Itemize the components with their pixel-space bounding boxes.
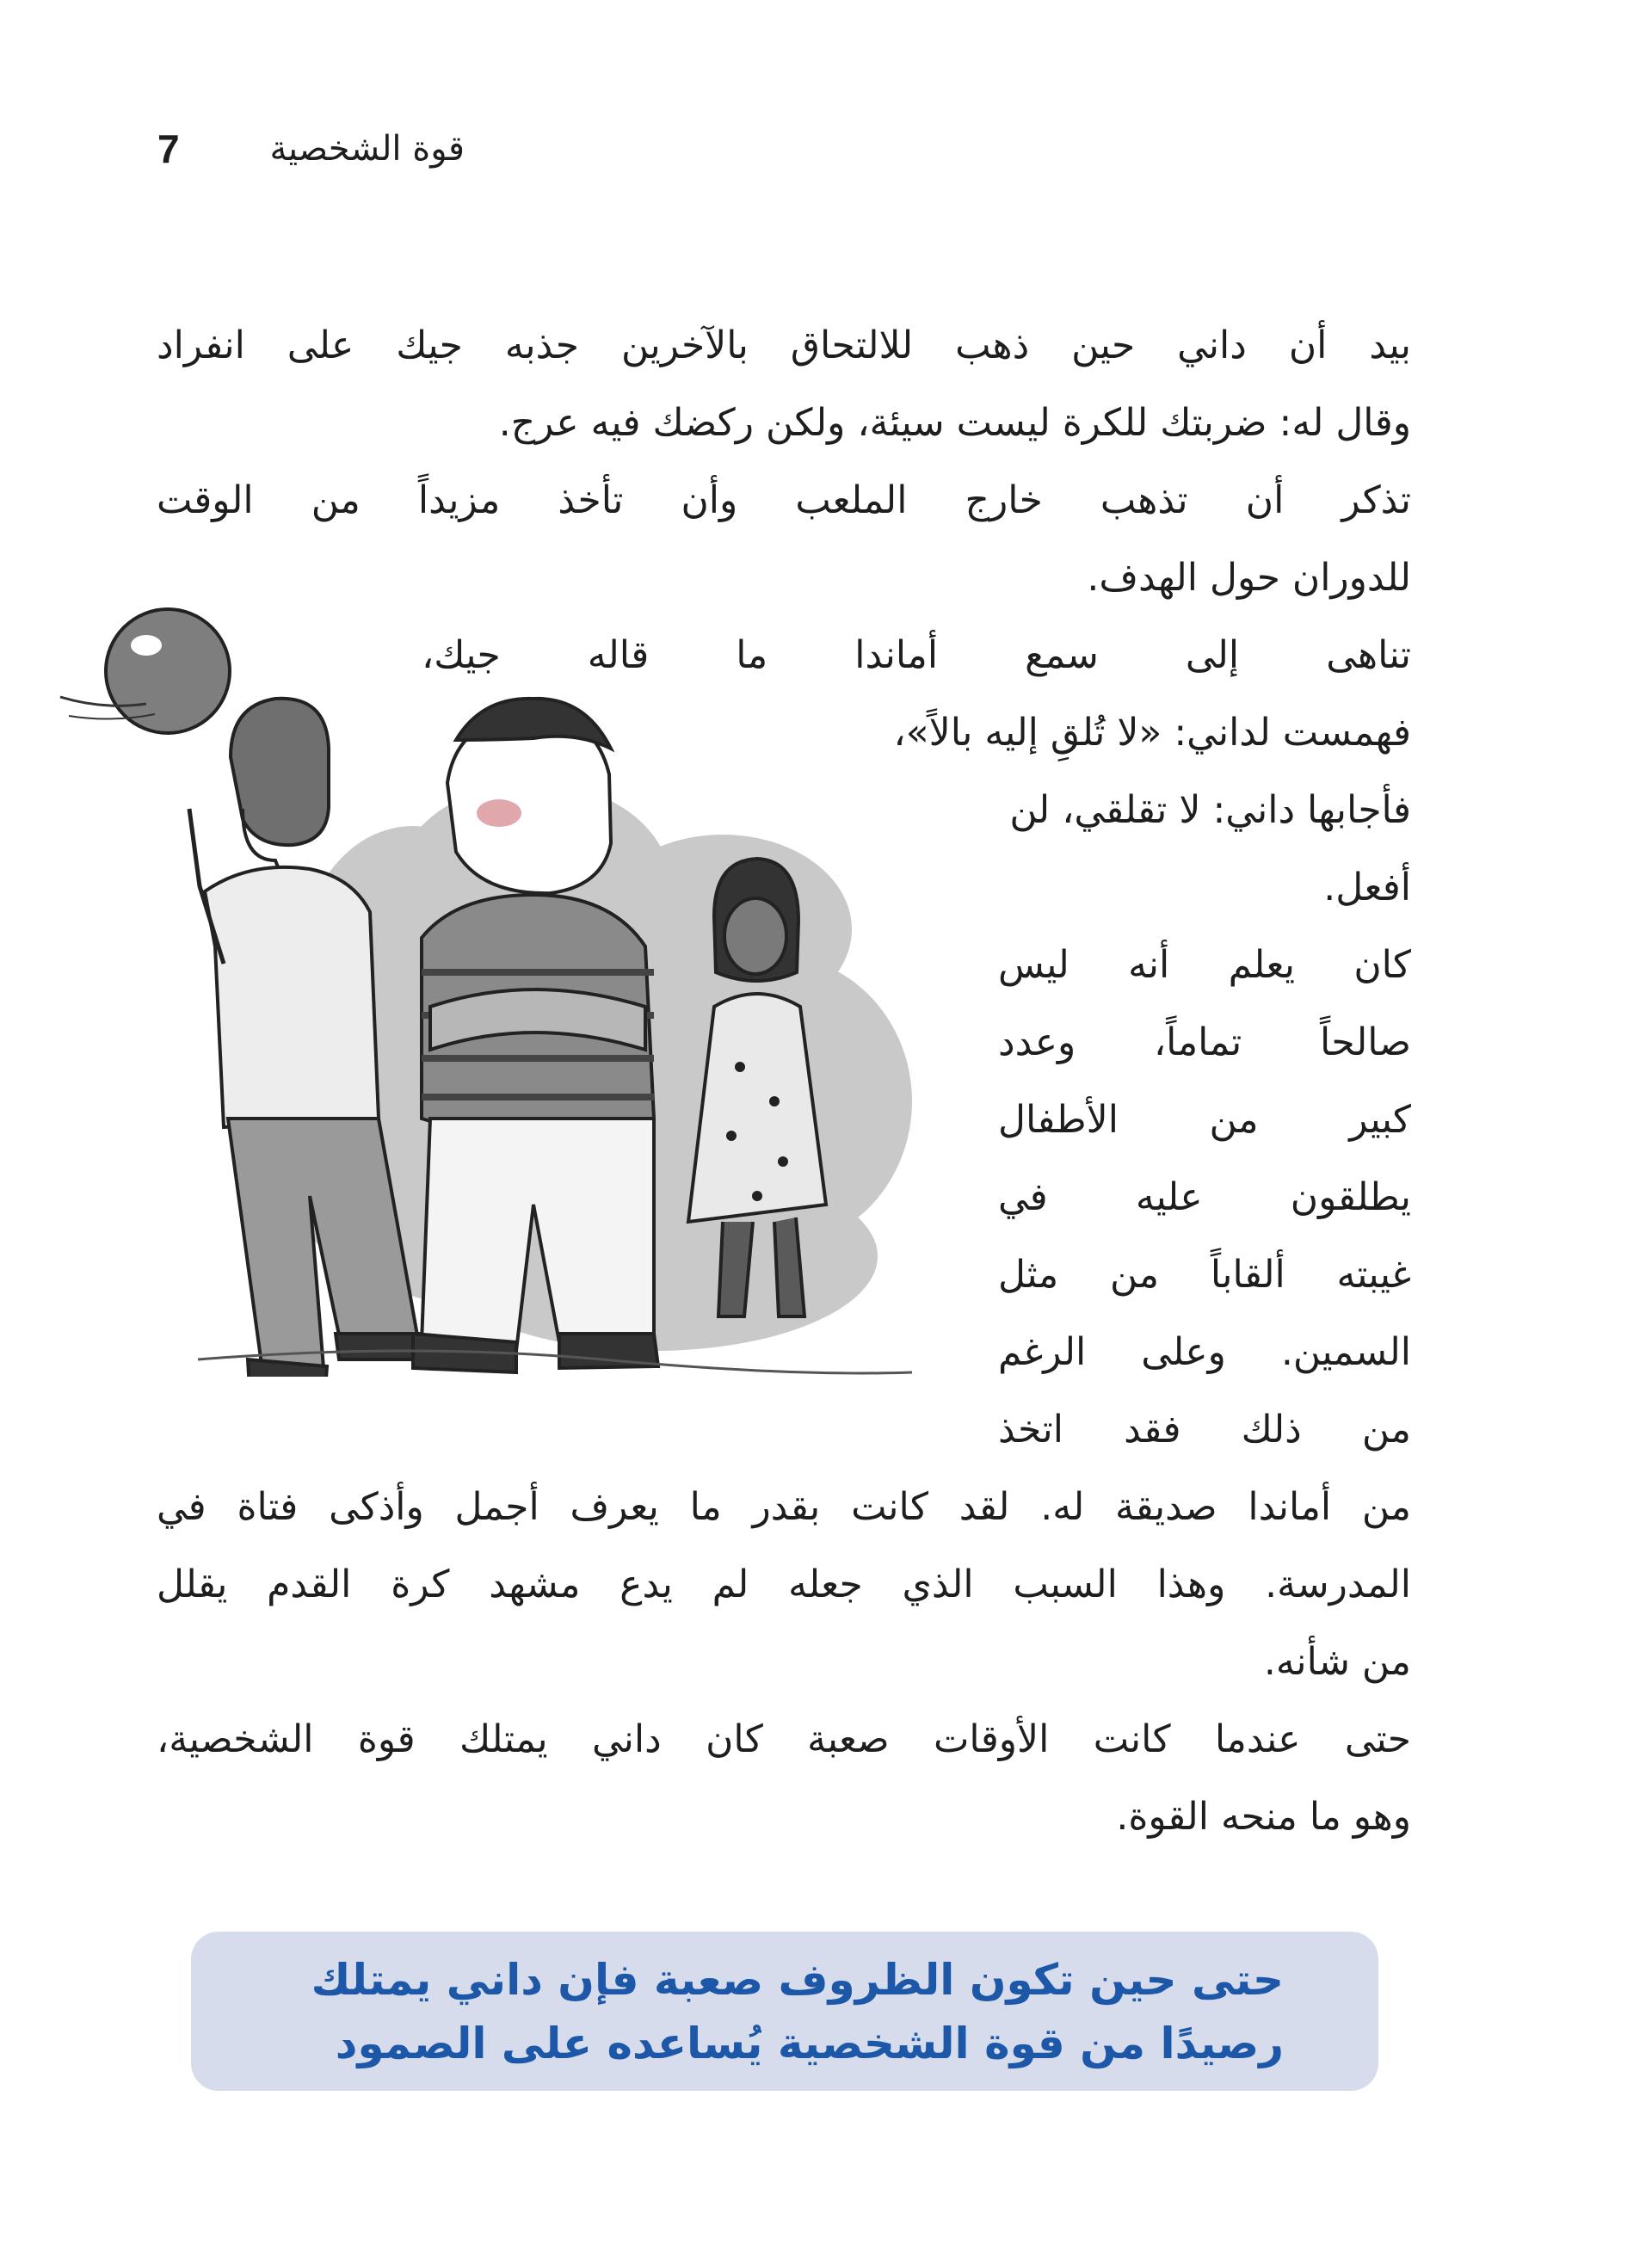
running-title: قوة الشخصية (269, 129, 465, 169)
body-text-line: وقال له: ضربتك للكرة ليست سيئة، ولكن ركضك فيه عرج. (498, 401, 1411, 445)
page-header (155, 119, 499, 179)
ball-icon (60, 609, 230, 733)
body-text-line: أفعل. (1323, 866, 1411, 909)
body-text-line: بيد أن داني حين ذهب للالتحاق بالآخرين جذبه جيك على انفراد (157, 324, 1411, 367)
callout-line-1: حتى حين تكون الظروف صعبة فإن داني يمتلك (311, 1955, 1284, 2005)
body-text-line: كان يعلم أنه ليس (998, 943, 1411, 987)
page-number: 7 (157, 126, 180, 171)
body-text-line: فهمست لداني: «لا تُلقِ إليه بالاً»، (893, 711, 1411, 755)
body-text-line: يطلقون عليه في (998, 1175, 1411, 1219)
body-text-line: وهو ما منحه القوة. (1116, 1795, 1411, 1839)
body-text-line: من شأنه. (1263, 1640, 1411, 1684)
body-text-line: السمين. وعلى الرغم (998, 1330, 1411, 1374)
body-text-line: كبير من الأطفال (998, 1098, 1411, 1142)
highlight-callout-box (191, 1932, 1378, 2091)
body-text-line: تذكر أن تذهب خارج الملعب وأن تأخذ مزيداً من الوقت (157, 478, 1411, 522)
body-text-line: حتى عندما كانت الأوقات صعبة كان داني يمتلك قوة الشخصية، (157, 1717, 1411, 1761)
body-text-line: غيبته ألقاباً من مثل (998, 1253, 1411, 1297)
body-text-line: صالحاً تماماً، وعدد (998, 1020, 1411, 1064)
body-text-line: فأجابها داني: لا تقلقي، لن (1009, 788, 1411, 832)
body-text-line: المدرسة. وهذا السبب الذي جعله لم يدع مشهد كرة القدم يقلل (157, 1563, 1411, 1606)
body-text-line: من ذلك فقد اتخذ (998, 1408, 1411, 1452)
body-text-line: من أماندا صديقة له. لقد كانت بقدر ما يعرف أجمل وأذكى فتاة في (157, 1485, 1411, 1529)
callout-line-2: رصيدًا من قوة الشخصية يُساعده على الصمود (335, 2019, 1284, 2068)
body-text-line: تناهى إلى سمع أماندا ما قاله جيك، (422, 633, 1411, 677)
body-text-line: للدوران حول الهدف. (1087, 556, 1411, 600)
